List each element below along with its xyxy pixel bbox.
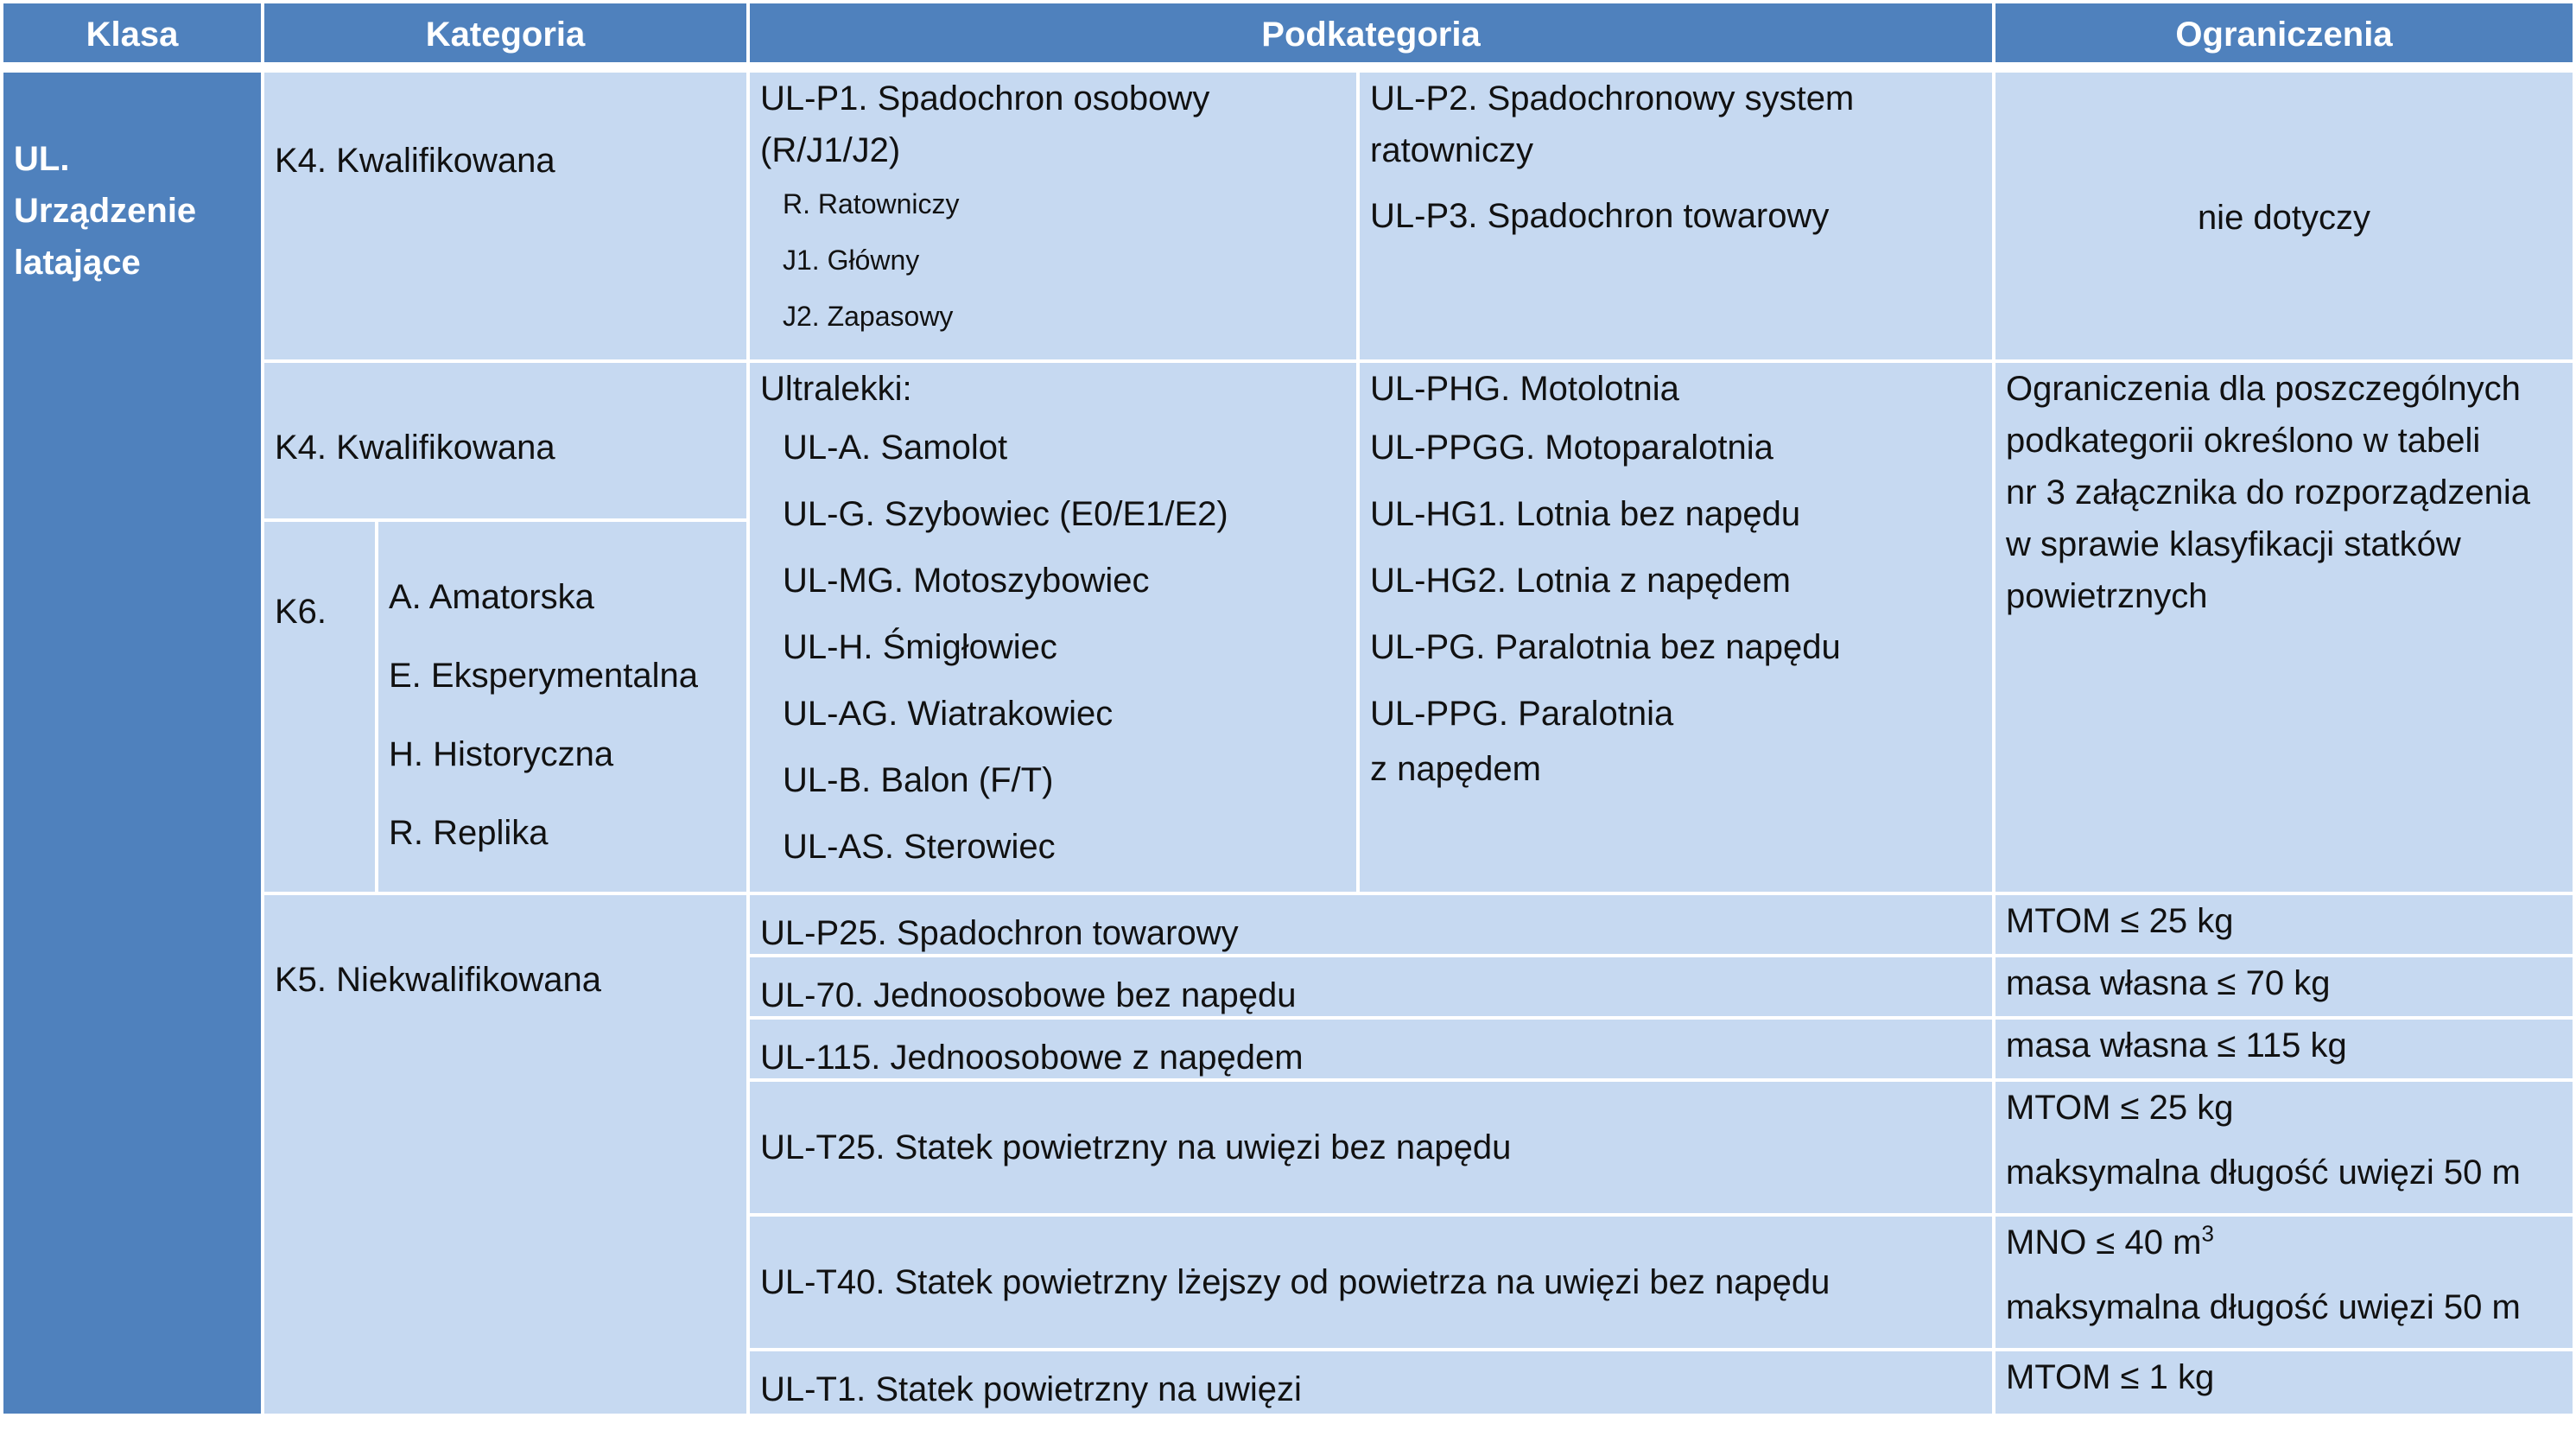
- row2-k6-items: [378, 522, 746, 892]
- row3-sub-115: UL-115. Jednoosobowe z napędem: [750, 1020, 1992, 1078]
- header-podkategoria: Podkategoria: [750, 3, 1992, 62]
- row1-left-item: J2. Zapasowy: [783, 301, 954, 332]
- klasa-line-1: UL.: [14, 140, 70, 178]
- k6-item: H. Historyczna: [389, 735, 614, 773]
- row3-sub-70: UL-70. Jednoosobowe bez napędu: [750, 957, 1992, 1016]
- row2-limit-line: powietrznych: [2006, 577, 2208, 615]
- row2-right-item: UL-PPG. Paralotnia: [1370, 695, 1674, 733]
- row1-right-line-2: ratowniczy: [1370, 131, 1533, 169]
- row2-left-item: UL-B. Balon (F/T): [783, 761, 1054, 799]
- row2-left-item: UL-MG. Motoszybowiec: [783, 562, 1150, 600]
- row3-limit-70: masa własna ≤ 70 kg: [1995, 957, 2573, 1016]
- row2-limit-line: podkategorii określono w tabeli: [2006, 422, 2481, 460]
- row3-limit-t25-line: maksymalna długość uwięzi 50 m: [2006, 1154, 2521, 1192]
- row2-kategoria-k4: K4. Kwalifikowana: [264, 363, 746, 518]
- klasa-line-2: Urządzenie: [14, 192, 197, 230]
- row2-ograniczenia: [1995, 363, 2573, 892]
- row1-left-item: R. Ratowniczy: [783, 188, 960, 219]
- row3-limit-t40-line: maksymalna długość uwięzi 50 m: [2006, 1288, 2521, 1326]
- row3-limit-t1: MTOM ≤ 1 kg: [1995, 1351, 2573, 1414]
- row3-limit-t40: [1995, 1217, 2573, 1348]
- header-klasa: Klasa: [3, 3, 261, 62]
- row1-right-line-1: UL-P2. Spadochronowy system: [1370, 79, 1855, 118]
- row2-left-item: UL-AS. Sterowiec: [783, 828, 1056, 866]
- row2-left-item: UL-AG. Wiatrakowiec: [783, 695, 1114, 733]
- row1-ograniczenia: nie dotyczy: [1995, 73, 2573, 359]
- mno-value: MNO ≤ 40 m: [2006, 1223, 2202, 1262]
- k6-item: R. Replika: [389, 814, 549, 852]
- row3-kategoria: K5. Niekwalifikowana: [264, 895, 746, 1414]
- row2-left-title: Ultralekki:: [760, 370, 912, 408]
- row1-right-line-3: UL-P3. Spadochron towarowy: [1370, 197, 1830, 235]
- row3-limit-p25: MTOM ≤ 25 kg: [1995, 895, 2573, 954]
- row2-left-item: UL-A. Samolot: [783, 429, 1008, 467]
- k6-item: E. Eksperymentalna: [389, 657, 698, 695]
- row2-right-item: UL-PPGG. Motoparalotnia: [1370, 429, 1773, 467]
- header-kategoria: Kategoria: [264, 3, 746, 62]
- row3-sub-t1: UL-T1. Statek powietrzny na uwięzi: [750, 1351, 1992, 1414]
- row2-right-item: UL-HG1. Lotnia bez napędu: [1370, 495, 1801, 533]
- klasa-cell: [3, 73, 261, 1414]
- row2-right-item: UL-HG2. Lotnia z napędem: [1370, 562, 1791, 600]
- row1-left-title-2: (R/J1/J2): [760, 131, 901, 169]
- row2-right-item: UL-PG. Paralotnia bez napędu: [1370, 628, 1841, 666]
- row2-limit-line: nr 3 załącznika do rozporządzenia: [2006, 473, 2531, 512]
- row2-podkategoria-right: [1360, 363, 1992, 892]
- row2-podkategoria-left: [750, 363, 1356, 892]
- row1-podkategoria-right: [1360, 73, 1992, 359]
- row2-right-item: UL-PHG. Motolotnia: [1370, 370, 1679, 408]
- row1-podkategoria-left: [750, 73, 1356, 359]
- row3-limit-t25-line: MTOM ≤ 25 kg: [2006, 1089, 2234, 1127]
- row2-right-item: z napędem: [1370, 750, 1541, 788]
- row3-sub-p25: UL-P25. Spadochron towarowy: [750, 895, 1992, 954]
- row2-left-item: UL-H. Śmigłowiec: [783, 628, 1057, 666]
- row3-limit-115: masa własna ≤ 115 kg: [1995, 1020, 2573, 1078]
- superscript-3: 3: [2201, 1220, 2214, 1247]
- row1-left-item: J1. Główny: [783, 245, 920, 276]
- row3-limit-t40-line: [2006, 1217, 2573, 1268]
- row2-limit-line: w sprawie klasyfikacji statków: [2006, 525, 2461, 563]
- row3-sub-t40: UL-T40. Statek powietrzny lżejszy od powietrza na uwięzi bez napędu: [750, 1217, 1992, 1348]
- klasa-line-3: latające: [14, 244, 141, 282]
- row1-left-title-1: UL-P1. Spadochron osobowy: [760, 79, 1210, 118]
- row3-limit-t25: [1995, 1082, 2573, 1213]
- row1-kategoria: K4. Kwalifikowana: [264, 73, 746, 359]
- row3-sub-t25: UL-T25. Statek powietrzny na uwięzi bez napędu: [750, 1082, 1992, 1213]
- row2-limit-line: Ograniczenia dla poszczególnych: [2006, 370, 2521, 408]
- row2-k6-label: K6.: [264, 522, 375, 892]
- k6-item: A. Amatorska: [389, 578, 594, 616]
- header-ograniczenia: Ograniczenia: [1995, 3, 2573, 62]
- row2-left-item: UL-G. Szybowiec (E0/E1/E2): [783, 495, 1228, 533]
